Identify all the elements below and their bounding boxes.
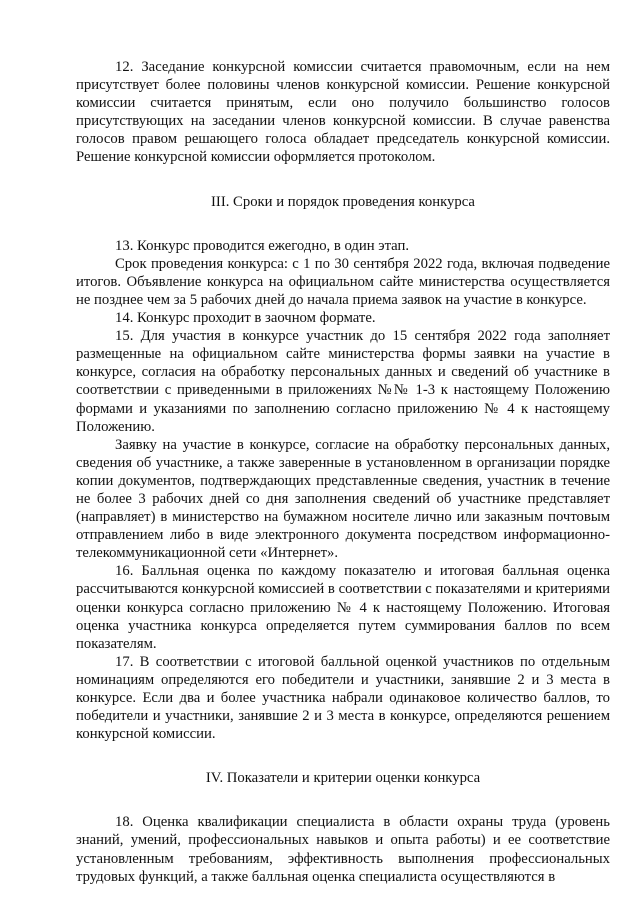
paragraph-14: 14. Конкурс проходит в заочном формате. xyxy=(115,310,376,327)
section-3-heading: III. Сроки и порядок проведения конкурса xyxy=(211,193,475,210)
paragraph-17: 17. В соответствии с итоговой балльной оценкой участников по отдельным номинациям определяются его победители и участники, занявшие 2 и 3 места в конкурсе. Если два и более участника набрали одинаковое количество баллов, то победители и участники, занявшие 2 и 3 места в конкурсе, определяются решением конкурсной комиссии. xyxy=(76,653,610,743)
section-4-heading: IV. Показатели и критерии оценки конкурса xyxy=(205,770,481,787)
section-3-body xyxy=(76,237,610,744)
paragraph-12: 12. Заседание конкурсной комиссии считается правомочным, если на нем присутствует более половины членов конкурсной комиссии. Решение конкурсной комиссии считается принятым, если оно получило большинство голосов присутствующих на заседании членов конкурсной комиссии. В случае равенства голосов правом решающего голоса обладает председатель конкурсной комиссии. Решение конкурсной комиссии оформляется протоколом. xyxy=(76,59,610,166)
paragraph-16: 16. Балльная оценка по каждому показателю и итоговая балльная оценка рассчитываются конкурсной комиссией в соответствии с показателями и критериями оценки конкурса согласно приложению № 4 к настоящему Положению. Итоговая оценка участника конкурса определяется путем суммирования баллов по всем показателям. xyxy=(76,563,610,652)
paragraph-18: 18. Оценка квалификации специалиста в области охраны труда (уровень знаний, умений, профессиональных навыков и опыта работы) и ее соответствие установленным требованиям, эффективность выполнения профессиональных трудовых функций, а также балльная оценка специалиста осуществляются в xyxy=(76,814,610,885)
paragraph-15-application: Заявку на участие в конкурсе, согласие на обработку персональных данных, сведения об участнике, а также заверенные в установленном в организации порядке копии документов, подтверждающих представленные сведения, участник в течение не более 3 рабочих дней со дня заполнения сведений об участнике представляет (направляет) в министерство на бумажном носителе лично или заказным почтовым отправлением либо в виде электронного документа посредством информационно-телекоммуникационной сети «Интернет». xyxy=(76,436,610,562)
section-4-body xyxy=(76,813,610,885)
paragraph-13-term: Срок проведения конкурса: с 1 по 30 сентября 2022 года, включая подведение итогов. Объявление конкурса на официальном сайте министерства осуществляется не позднее чем за 5 рабочих дней до начала приема заявок на участие в конкурсе. xyxy=(76,255,610,308)
paragraph-15: 15. Для участия в конкурсе участник до 15 сентября 2022 года заполняет размещенные на официальном сайте министерства формы заявки на участие в конкурсе, согласия на обработку персональных данных и сведений об участнике в соответствии с приведенными в приложениях №№ 1-3 к настоящему Положению формами и указаниями по заполнению согласно приложению № 4 к настоящему Положению. xyxy=(76,328,610,435)
paragraph-13: 13. Конкурс проводится ежегодно, в один этап. xyxy=(115,237,410,254)
